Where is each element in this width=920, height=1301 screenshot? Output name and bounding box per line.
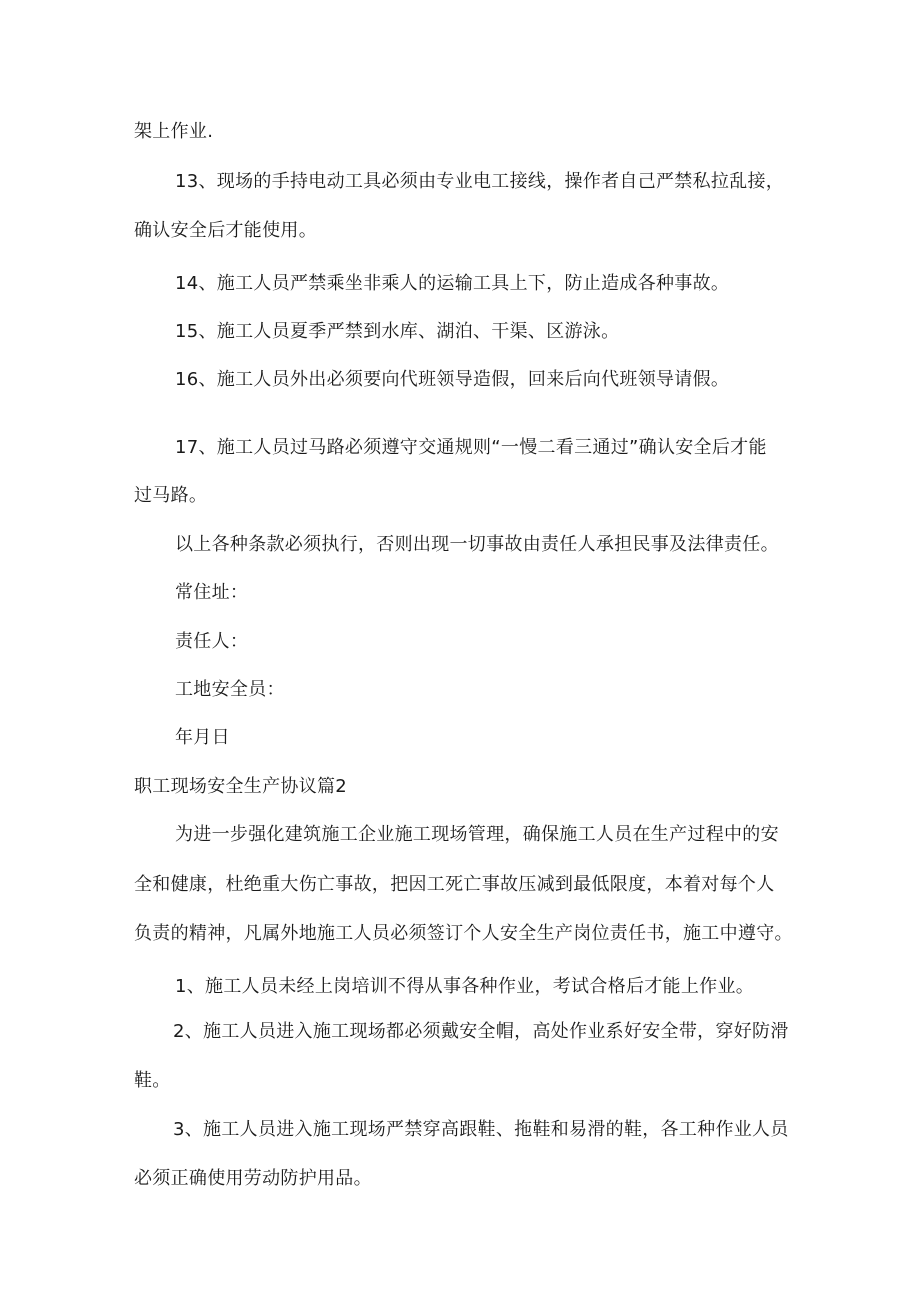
text-line: 架上作业. <box>134 121 214 142</box>
text-line: 1、施工人员未经上岗培训不得从事各种作业，考试合格后才能上作业。 <box>175 976 755 997</box>
text-line: 全和健康，杜绝重大伤亡事故，把因工死亡事故压减到最低限度，本着对每个人 <box>134 874 775 895</box>
text-line: 3、施工人员进入施工现场严禁穿高跟鞋、拖鞋和易滑的鞋，各工种作业人员 <box>173 1119 789 1140</box>
text-line: 2、施工人员进入施工现场都必须戴安全帽，高处作业系好安全带，穿好防滑 <box>173 1021 789 1042</box>
text-line: 过马路。 <box>134 485 208 506</box>
text-line: 鞋。 <box>134 1070 171 1091</box>
text-line: 17、施工人员过马路必须遵守交通规则“一慢二看三通过”确认安全后才能 <box>175 437 767 458</box>
text-line: 年月日 <box>175 727 230 748</box>
text-line: 以上各种条款必须执行，否则出现一切事故由责任人承担民事及法律责任。 <box>175 534 779 555</box>
text-line: 工地安全员： <box>175 679 285 700</box>
text-line: 必须正确使用劳动防护用品。 <box>134 1168 372 1189</box>
text-line: 常住址： <box>175 582 249 603</box>
text-line: 14、施工人员严禁乘坐非乘人的运输工具上下，防止造成各种事故。 <box>175 273 730 294</box>
text-line: 16、施工人员外出必须要向代班领导造假，回来后向代班领导请假。 <box>175 369 730 390</box>
section-heading: 职工现场安全生产协议篇2 <box>134 776 348 797</box>
text-line: 负责的精神，凡属外地施工人员必须签订个人安全生产岗位责任书，施工中遵守。 <box>134 923 793 944</box>
text-line: 责任人： <box>175 631 249 652</box>
text-line: 13、现场的手持电动工具必须由专业电工接线，操作者自己严禁私拉乱接， <box>175 171 785 192</box>
text-line: 为进一步强化建筑施工企业施工现场管理，确保施工人员在生产过程中的安 <box>175 824 779 845</box>
text-line: 确认安全后才能使用。 <box>134 220 317 241</box>
text-line: 15、施工人员夏季严禁到水库、湖泊、干渠、区游泳。 <box>175 321 620 342</box>
